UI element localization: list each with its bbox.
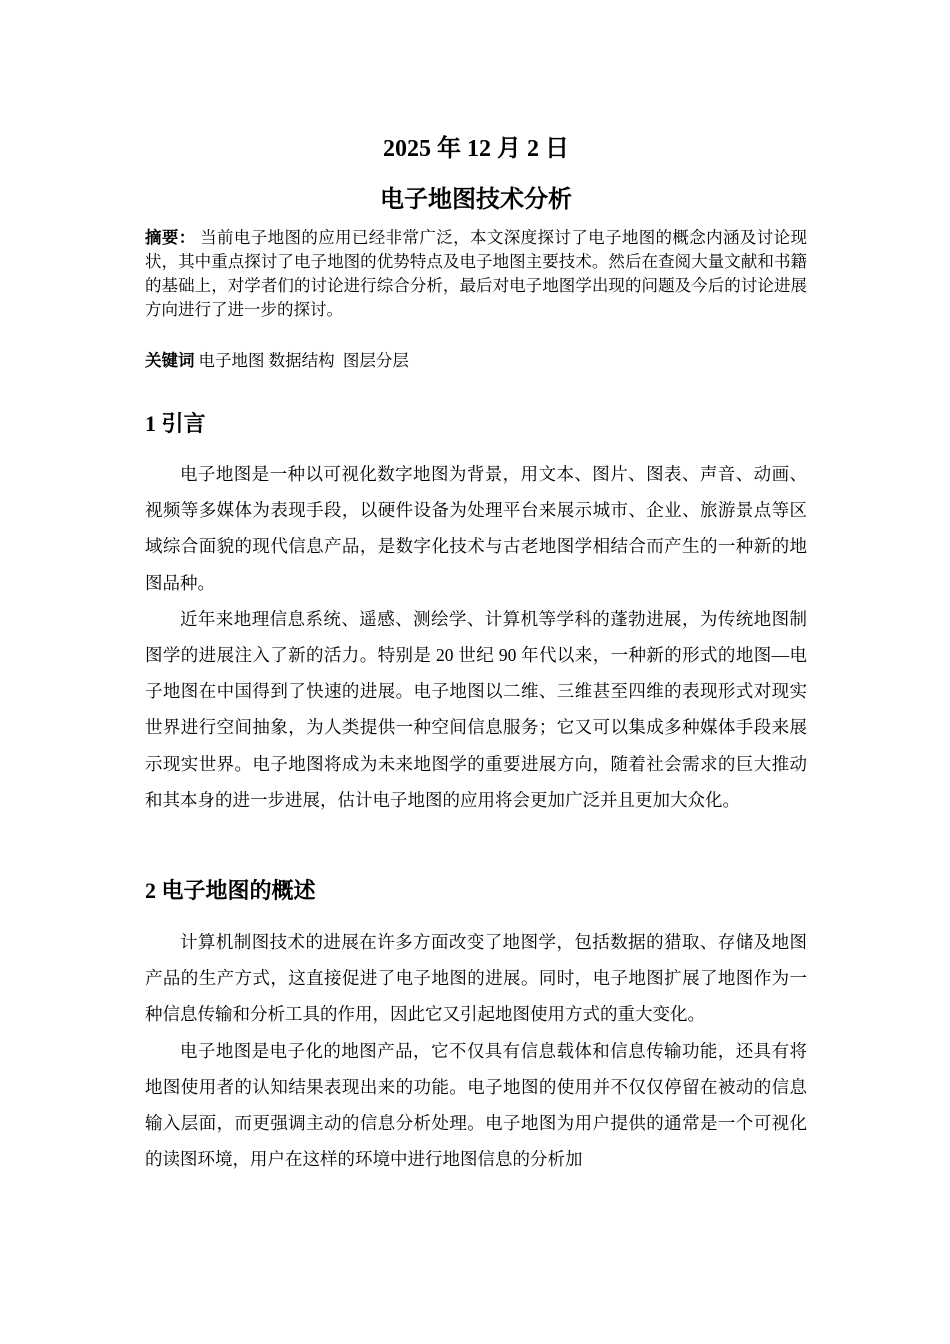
keywords-label: 关键词 — [145, 351, 195, 370]
section-overview — [145, 924, 807, 1177]
abstract-text: 当前电子地图的应用已经非常广泛，本文深度探讨了电子地图的概念内涵及讨论现状，其中重点探讨了电子地图的优势特点及电子地图主要技术。然后在查阅大量文献和书籍的基础上，对学者们的讨论进行综合分析，最后对电子地图学出现的问题及今后的讨论进展方向进行了进一步的探讨。 — [145, 228, 808, 319]
document-date: 2025 年 12 月 2 日 — [383, 136, 569, 162]
abstract-label: 摘要： — [145, 228, 196, 247]
paragraph: 计算机制图技术的进展在许多方面改变了地图学，包括数据的猎取、存储及地图产品的生产方式，这直接促进了电子地图的进展。同时，电子地图扩展了地图作为一种信息传输和分析工具的作用，因此它又引起地图使用方式的重大变化。 — [145, 932, 807, 1025]
section-heading-overview: 2 电子地图的概述 — [145, 878, 316, 903]
section-heading-intro: 1 引言 — [145, 411, 206, 436]
paragraph: 电子地图是一种以可视化数字地图为背景，用文本、图片、图表、声音、动画、视频等多媒体为表现手段，以硬件设备为处理平台来展示城市、企业、旅游景点等区域综合面貌的现代信息产品，是数字化技术与古老地图学相结合而产生的一种新的地图品种。 — [145, 464, 807, 593]
keyword-item: 电子地图 — [198, 351, 265, 370]
abstract — [145, 226, 807, 322]
section-intro — [145, 456, 807, 818]
paragraph: 电子地图是电子化的地图产品，它不仅具有信息载体和信息传输功能，还具有将地图使用者的认知结果表现出来的功能。电子地图的使用并不仅仅停留在被动的信息输入层面，而更强调主动的信息分析处理。电子地图为用户提供的通常是一个可视化的读图环境，用户在这样的环境中进行地图信息的分析加 — [145, 1040, 807, 1170]
keyword-item: 图层分层 — [342, 351, 409, 370]
document-title: 电子地图技术分析 — [380, 187, 572, 213]
paragraph: 近年来地理信息系统、遥感、测绘学、计算机等学科的蓬勃进展，为传统地图制图学的进展注入了新的活力。特别是 20 世纪 90 年代以来，一种新的形式的地图—电子地图在中国得到了快速的进展。电子地图以二维、三维甚至四维的表现形式对现实世界进行空间抽象，为人类提供一种空间信息服务；它又可以集成多种媒体手段来展示现实世界。电子地图将成为未来地图学的重要进展方向，随着社会需求的巨大推动和其本身的进一步进展，估计电子地图的应用将会更加广泛并且更加大众化。 — [145, 608, 807, 810]
keywords — [145, 349, 807, 373]
keyword-item: 数据结构 — [268, 351, 335, 370]
